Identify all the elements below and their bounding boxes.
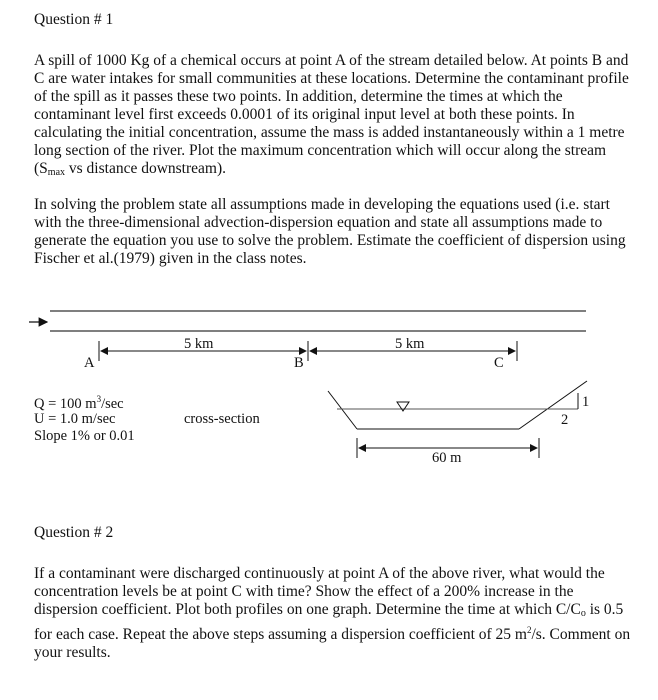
m-squared-superscript: 2 [526, 625, 532, 635]
flow-rate-value: Q = 100 m [34, 395, 97, 412]
slope-label: Slope 1% or 0.01 [34, 428, 135, 444]
velocity-label: U = 1.0 m/sec [34, 411, 116, 427]
point-a-label: A [84, 355, 95, 371]
c-naught-subscript: o [580, 608, 586, 619]
question-2-paragraph [34, 565, 634, 662]
point-b-label: B [294, 355, 304, 371]
question-1-paragraph-2: In solving the problem state all assumptions made in developing the equations used (i.e. start with the three-dimensional advection-dispersion equation and state all assumptions made to generate the equation you use to solve the problem. Estimate the coefficient of dispersion using Fischer et al.(1979) given in the class notes. [34, 196, 626, 267]
s-max-subscript: max [47, 167, 66, 178]
flow-rate-label [34, 394, 124, 413]
cross-section-label: cross-section [184, 411, 260, 427]
flow-rate-exponent: 3 [96, 394, 102, 404]
side-slope-horizontal-label: 2 [561, 412, 569, 428]
bottom-width-label: 60 m [432, 450, 462, 466]
q1-p1-text-end: vs distance downstream). [65, 160, 227, 177]
distance-label-ab: 5 km [184, 336, 214, 352]
point-c-label: C [494, 355, 504, 371]
q2-text-2: is 0.5 for each case. Repeat the above steps assuming a dispersion coefficient of 25 m [34, 601, 624, 644]
side-slope-vertical-label: 1 [582, 394, 590, 410]
q2-text-1: If a contaminant were discharged continuously at point A of the above river, what would the concentration levels be at point C with time? Show the effect of a 200% increase in the dispersion coefficient. Plot both profiles on one graph. Determine the time at which C/C [34, 565, 605, 618]
flow-rate-unit: /sec [101, 395, 124, 412]
question-1-title: Question # 1 [34, 11, 114, 28]
q1-p1-text: A spill of 1000 Kg of a chemical occurs at point A of the stream detailed below. At points B and C are water intakes for small communities at these locations. Determine the contaminant profile of the spill as it passes these two points. In addition, determine the times at which the contaminant level first exceeds 0.0001 of its original input level at both these points. In calculating the initial concentration, assume the mass is added instantaneously within a 1 metre long section of the river. Plot the maximum concentration which will occur along the stream (S [34, 52, 629, 177]
q2-text-3: /s. Comment on your results. [34, 626, 631, 662]
question-2-title: Question # 2 [34, 524, 114, 541]
distance-label-bc: 5 km [395, 336, 425, 352]
